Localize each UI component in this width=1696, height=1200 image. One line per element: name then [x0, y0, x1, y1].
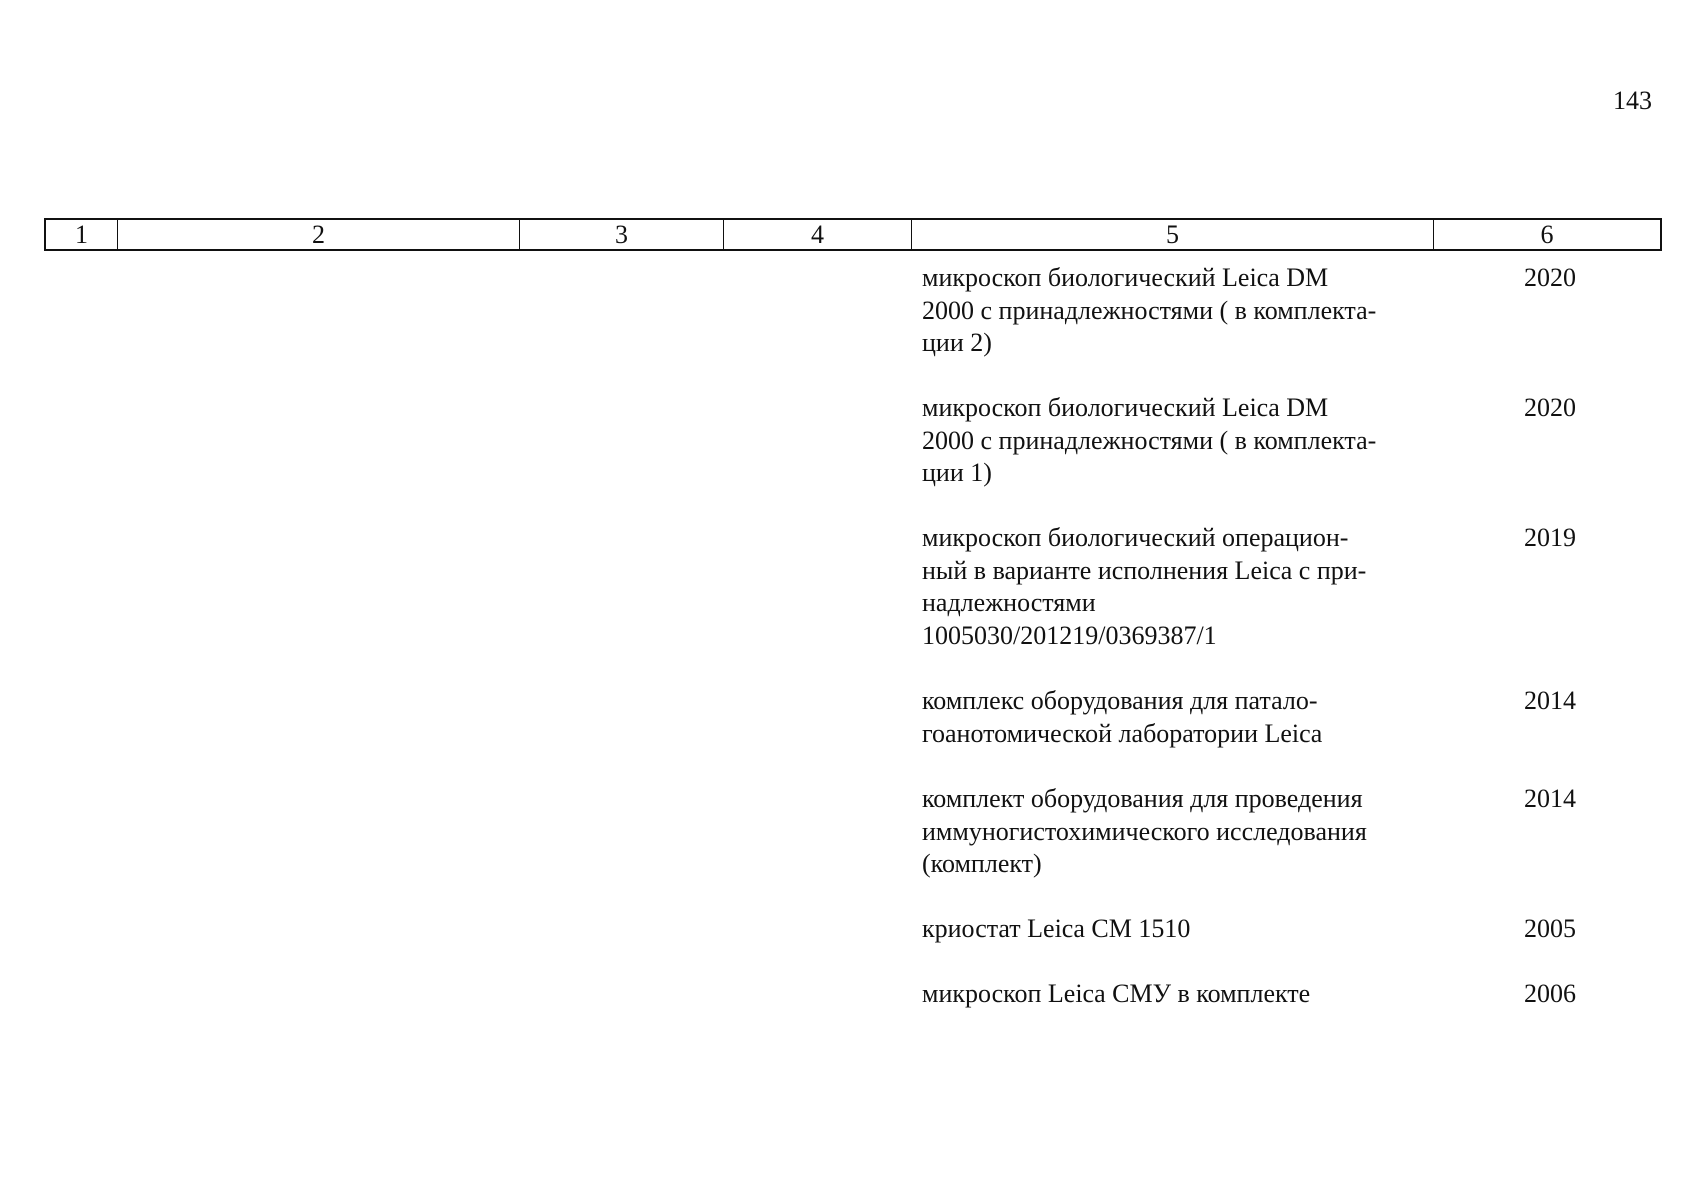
equipment-year: 2014 — [1524, 686, 1576, 715]
table-row — [922, 685, 1582, 783]
equipment-year: 2020 — [1524, 263, 1576, 292]
page-number: 143 — [1613, 86, 1652, 115]
equipment-name: комплекс оборудования для патало- гоанотомической лаборатории Leica — [922, 686, 1323, 748]
table-row — [922, 978, 1582, 1043]
equipment-name: микроскоп Leica CMУ в комплекте — [922, 979, 1311, 1008]
column-header-2: 2 — [118, 220, 520, 249]
column-header-5: 5 — [912, 220, 1434, 249]
column-header-1: 1 — [46, 220, 118, 249]
column-header-4: 4 — [724, 220, 912, 249]
table-header-row — [44, 218, 1662, 251]
table-row — [922, 392, 1582, 522]
table-row — [922, 522, 1582, 685]
table-row — [922, 262, 1582, 392]
equipment-name: комплект оборудования для проведения иммуногистохимического исследования (комплект) — [922, 784, 1367, 878]
column-header-6: 6 — [1540, 220, 1554, 249]
equipment-year: 2006 — [1524, 979, 1576, 1008]
equipment-year: 2014 — [1524, 784, 1576, 813]
equipment-name: микроскоп биологический операцион- ный в варианте исполнения Leica с при- надлежностями 1005030/201219/0369387/1 — [922, 523, 1367, 650]
equipment-year: 2019 — [1524, 523, 1576, 552]
table-row — [922, 783, 1582, 913]
equipment-name: криостат Leica CM 1510 — [922, 914, 1191, 943]
table-row — [922, 913, 1582, 978]
equipment-year: 2005 — [1524, 914, 1576, 943]
equipment-name: микроскоп биологический Leica DM 2000 с принадлежностями ( в комплекта- ции 2) — [922, 263, 1377, 357]
column-header-3: 3 — [520, 220, 724, 249]
equipment-year: 2020 — [1524, 393, 1576, 422]
equipment-list — [922, 262, 1582, 1043]
equipment-name: микроскоп биологический Leica DM 2000 с принадлежностями ( в комплекта- ции 1) — [922, 393, 1377, 487]
